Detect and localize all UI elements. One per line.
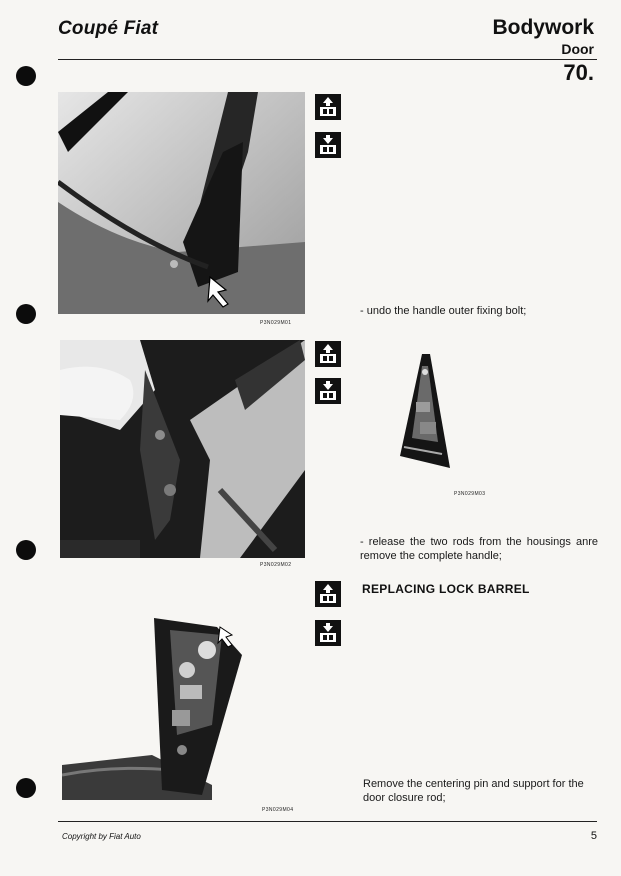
binder-hole xyxy=(16,778,36,798)
photo-handle-fixing-bolt xyxy=(58,92,305,314)
subsection-title: Door xyxy=(561,41,594,57)
footer-rule xyxy=(58,821,597,822)
instruction-step: Remove the centering pin and support for the door closure rod; xyxy=(363,778,584,804)
figure-caption: P3N029M03 xyxy=(454,491,486,497)
binder-hole xyxy=(16,66,36,86)
refit-symbol-icon xyxy=(315,132,341,158)
page-number: 5 xyxy=(590,830,597,842)
manual-brand: Coupé Fiat xyxy=(58,18,159,39)
section-title: Bodywork xyxy=(492,16,594,39)
copyright-notice: Copyright by Fiat Auto xyxy=(62,832,141,841)
chapter-number: 70. xyxy=(563,60,594,85)
figure-caption: P3N029M01 xyxy=(260,320,292,326)
binder-hole xyxy=(16,540,36,560)
figure-caption: P3N029M04 xyxy=(262,807,294,813)
photo-removed-handle xyxy=(398,352,454,470)
figure-caption: P3N029M02 xyxy=(260,562,292,568)
refit-symbol-icon xyxy=(315,620,341,646)
remove-symbol-icon xyxy=(315,94,341,120)
instruction-step: - undo the handle outer fixing bolt; xyxy=(360,305,527,317)
header-rule xyxy=(58,59,597,60)
section-heading: REPLACING LOCK BARREL xyxy=(362,582,530,596)
instruction-step: - release the two rods from the housings anre remove the complete handle; xyxy=(360,536,598,562)
remove-symbol-icon xyxy=(315,581,341,607)
photo-lock-barrel xyxy=(62,615,247,800)
photo-release-rods xyxy=(60,340,305,558)
remove-symbol-icon xyxy=(315,341,341,367)
refit-symbol-icon xyxy=(315,378,341,404)
binder-hole xyxy=(16,304,36,324)
